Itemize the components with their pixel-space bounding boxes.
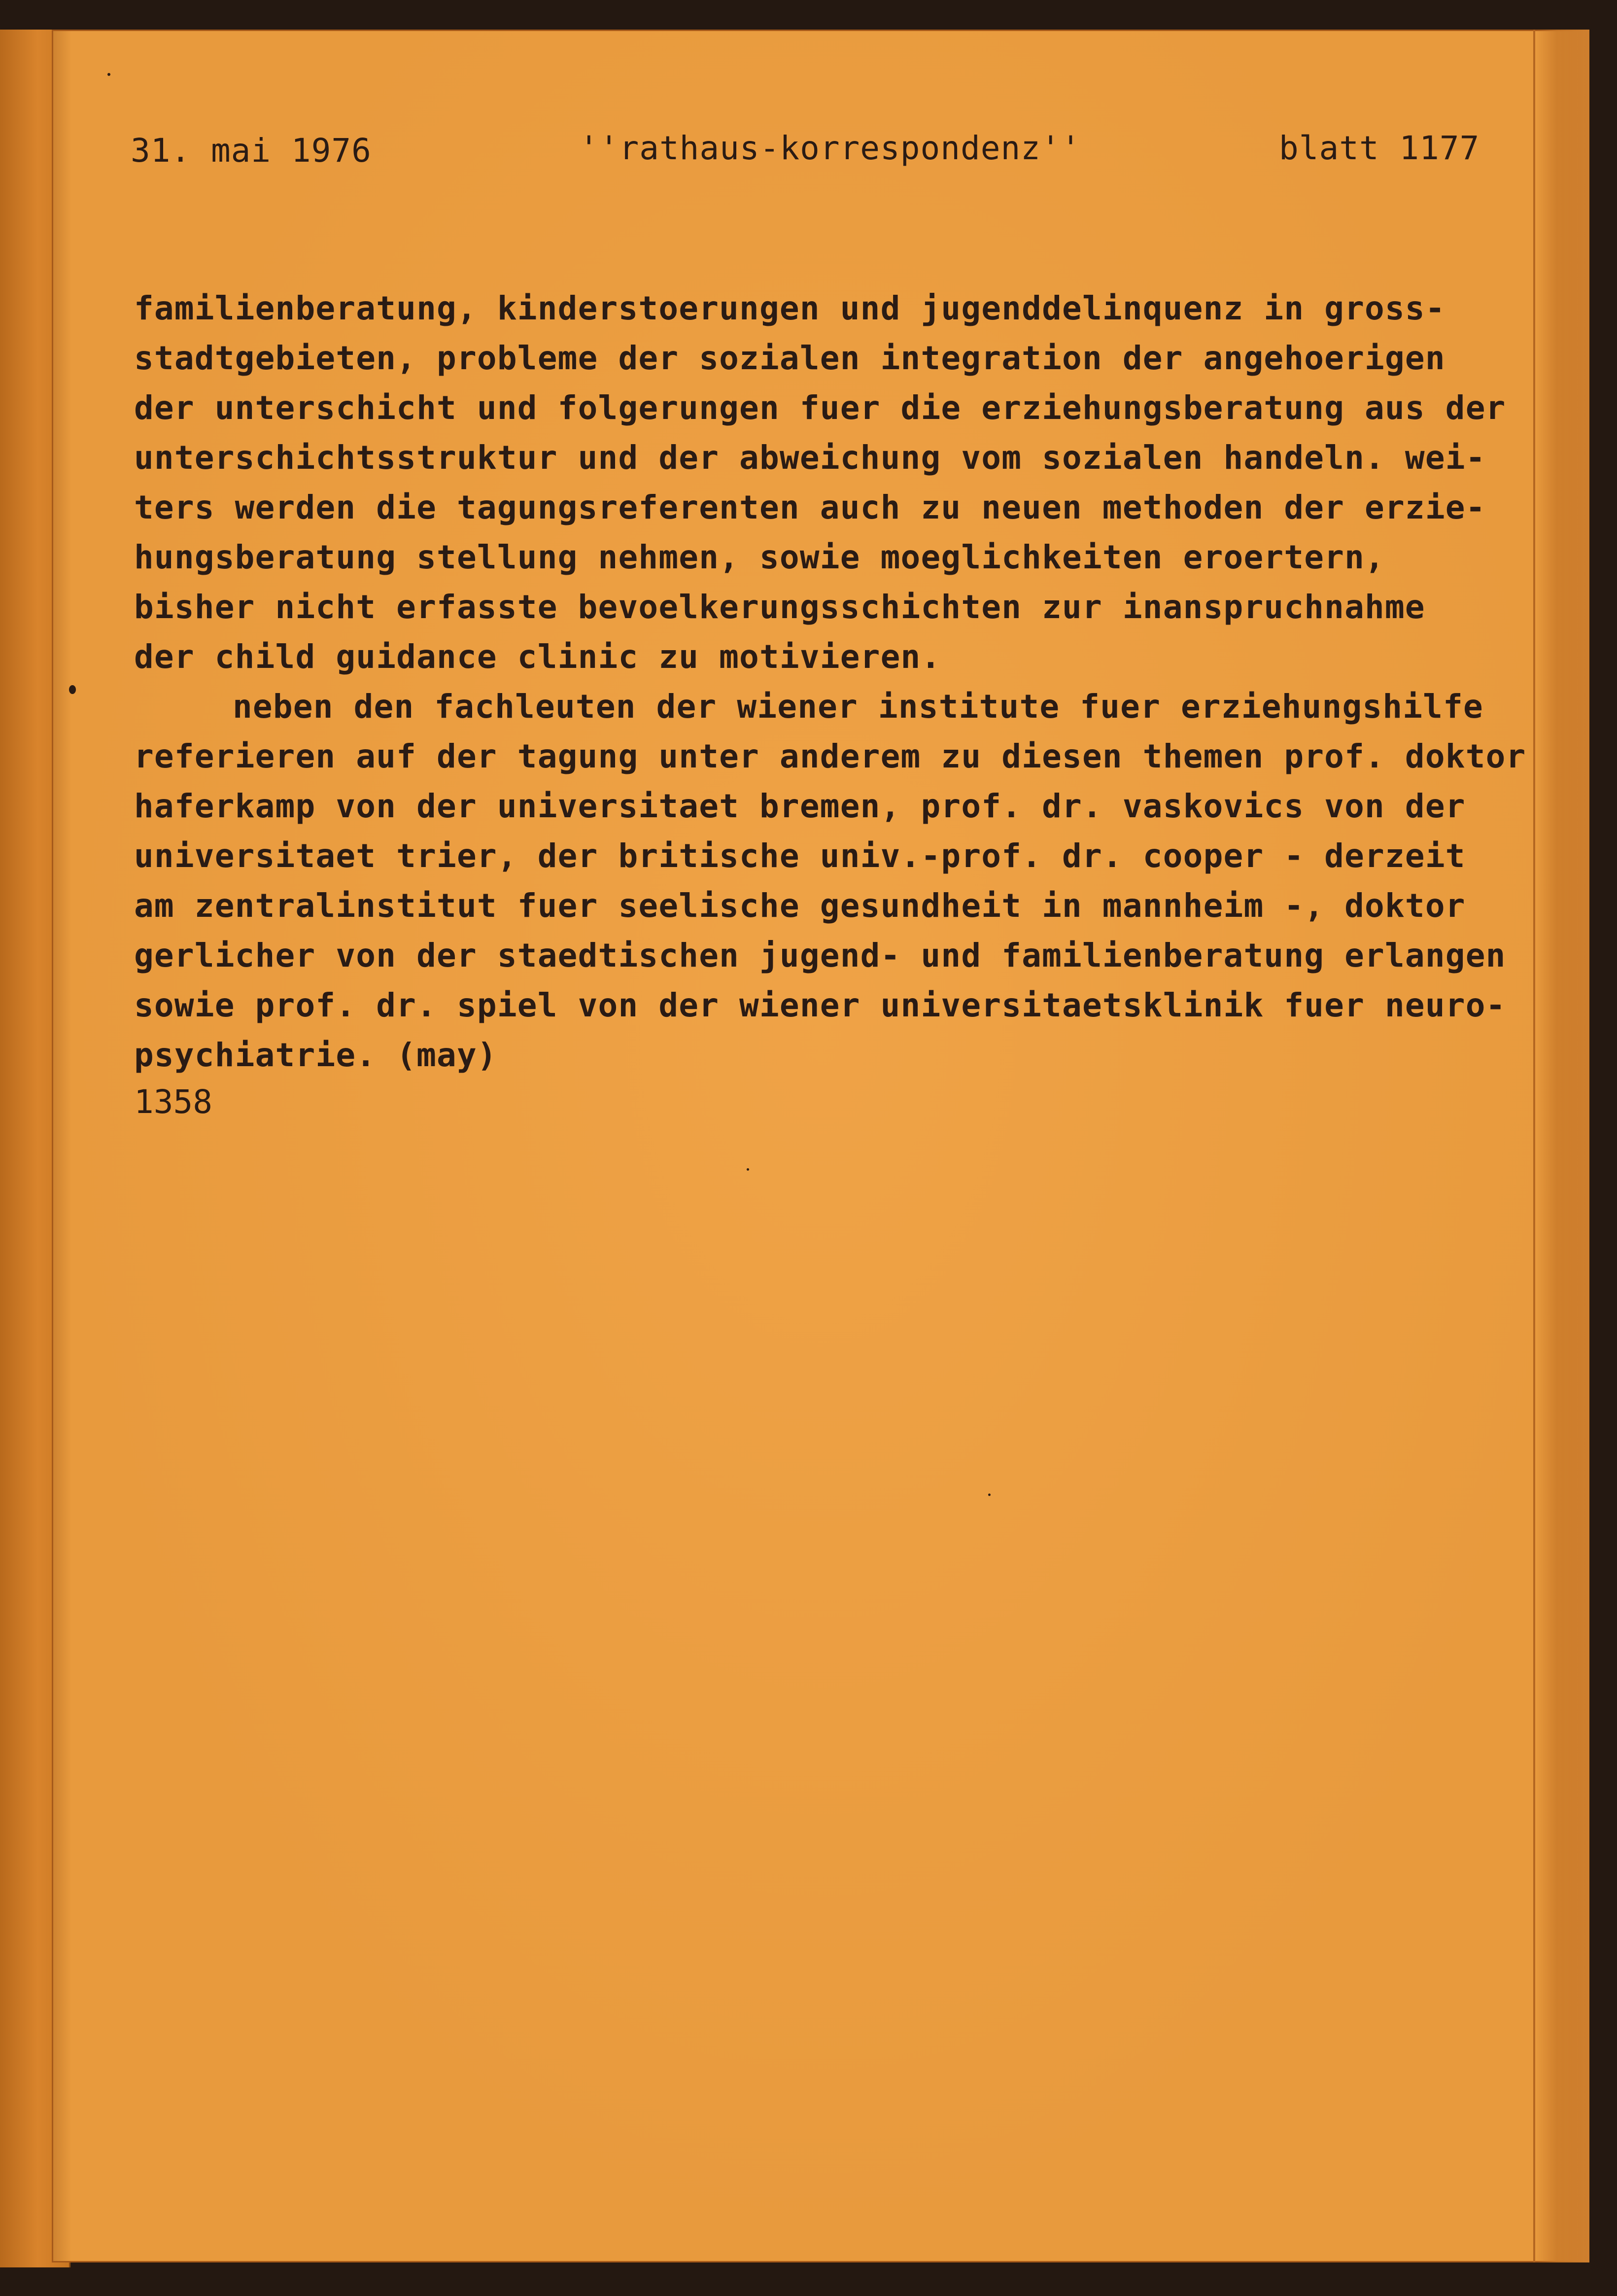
ink-speck (69, 685, 76, 694)
body-line: gerlicher von der staedtischen jugend- und familienberatung erlangen (134, 937, 1506, 974)
body-line: hungsberatung stellung nehmen, sowie moeglichkeiten eroertern, (134, 538, 1385, 576)
body-line: stadtgebieten, probleme der sozialen integration der angehoerigen (134, 339, 1445, 377)
header-date: 31. mai 1976 (131, 132, 372, 170)
ink-speck (107, 73, 110, 76)
body-line: der child guidance clinic zu motivieren. (134, 638, 941, 676)
body-line: der unterschicht und folgerungen fuer die erziehungsberatung aus der (134, 389, 1506, 427)
body-line: unterschichtsstruktur und der abweichung vom sozialen handeln. wei- (134, 439, 1486, 477)
body-line: am zentralinstitut fuer seelische gesundheit in mannheim -, doktor (134, 887, 1466, 925)
body-line: haferkamp von der universitaet bremen, prof. dr. vaskovics von der (134, 787, 1466, 825)
body-line: referieren auf der tagung unter anderem zu diesen themen prof. doktor (134, 737, 1526, 775)
body-line: universitaet trier, der britische univ.-prof. dr. cooper - derzeit (134, 837, 1466, 875)
body-line: psychiatrie. (may) (134, 1036, 497, 1074)
body-line-paragraph-start: neben den fachleuten der wiener institute fuer erziehungshilfe (233, 688, 1483, 726)
body-line: sowie prof. dr. spiel von der wiener universitaetsklinik fuer neuro- (134, 986, 1506, 1024)
ink-speck (988, 1494, 991, 1496)
body-text (134, 283, 1553, 1080)
body-line: ters werden die tagungsreferenten auch zu neuen methoden der erzie- (134, 488, 1486, 526)
body-line: familienberatung, kinderstoerungen und jugenddelinquenz in gross- (134, 289, 1445, 327)
header-publication: ''rathaus-korrespondenz'' (579, 129, 1081, 167)
ink-speck (747, 1168, 749, 1171)
footer-number: 1358 (134, 1083, 212, 1121)
header-leaf-number: blatt 1177 (1279, 129, 1480, 167)
body-line: bisher nicht erfasste bevoelkerungsschichten zur inanspruchnahme (134, 588, 1425, 626)
